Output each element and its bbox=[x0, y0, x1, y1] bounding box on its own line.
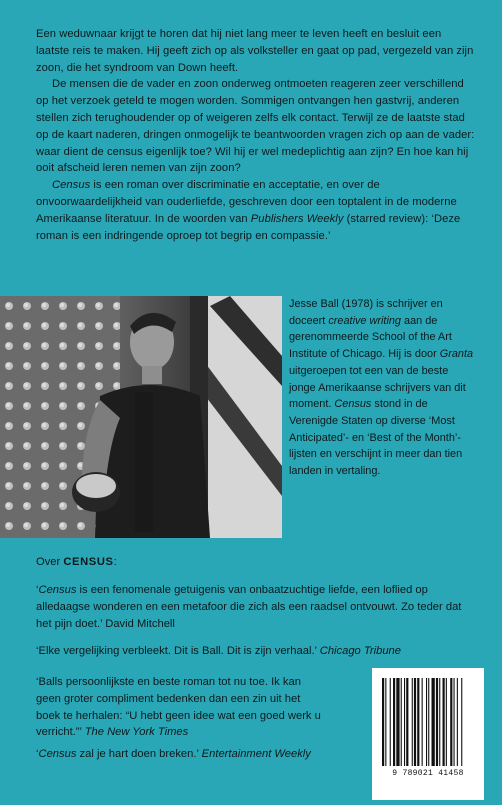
review-source: David Mitchell bbox=[105, 617, 175, 630]
barcode-bar bbox=[404, 678, 405, 766]
barcode-bar bbox=[422, 678, 423, 766]
barcode-bar bbox=[385, 678, 386, 766]
barcode-bar bbox=[439, 678, 440, 766]
barcode-bar bbox=[412, 678, 413, 766]
barcode-bar bbox=[426, 678, 427, 766]
reviews-heading: Over CENSUS: bbox=[36, 556, 117, 568]
author-photo bbox=[0, 296, 282, 538]
review-source: The New York Times bbox=[84, 726, 189, 739]
barcode-bar bbox=[390, 678, 391, 766]
reviews-heading-title: CENSUS bbox=[63, 556, 114, 568]
book-title-census: Census bbox=[52, 179, 91, 192]
barcode-bar bbox=[393, 678, 395, 766]
barcode-bar bbox=[414, 678, 416, 766]
review-source: Entertainment Weekly bbox=[201, 748, 311, 760]
barcode-bar bbox=[417, 678, 419, 766]
barcode-bar bbox=[382, 678, 384, 766]
blurb-paragraph-3: Census is een roman over discriminatie en acceptatie, en over de onvoorwaardelijkheid van ouderliefde, geschreven door een toptalent in de moderne Amerikaanse literatuur. In de woorden van Publishers Weekly (starred review): ‘Deze roman is een indringende oproep tot begrip en compassie.’ bbox=[36, 179, 461, 242]
review-quote: ‘Census is een fenomenale getuigenis van onbaatzuchtige liefde, een loflied op alledaagse wonderen en een metafoor die zich als een raadsel ontvouwt. Zo teder dat het pijn doet.’ David Mitchell bbox=[36, 584, 462, 630]
barcode-bar bbox=[446, 678, 447, 766]
back-cover-blurb bbox=[36, 26, 476, 244]
isbn-number: 9 789021 41458 bbox=[392, 769, 464, 778]
barcode-bar bbox=[401, 678, 402, 766]
author-photo-image bbox=[0, 296, 282, 538]
isbn-barcode bbox=[372, 668, 484, 800]
review-quote: ‘Elke vergelijking verbleekt. Dit is Ball. Dit is zijn verhaal.’ Chicago Tribune bbox=[36, 645, 401, 657]
review-quote: ‘Census zal je hart doen breken.’ Entertainment Weekly bbox=[36, 748, 311, 760]
author-bio-text: Jesse Ball (1978) is schrijver en doceert creative writing aan de gerenommeerde School of the Art Institute of Chicago. Hij is door Granta uitgeroepen tot een van de beste jonge Amerikaanse schrijvers van dit moment. Census stond in de Verenigde Staten op diverse ‘Most Anticipated’- en ‘Best of the Month’-lijsten en verschijnt in meer dan tien landen in vertaling. bbox=[289, 298, 474, 478]
blurb-paragraph-1: Een weduwnaar krijgt te horen dat hij niet lang meer te leven heeft en besluit een laatste reis te maken. Hij geeft zich op als volksteller en gaat op pad, vergezeld van zijn zoon, die het syndroom van Down heeft. bbox=[36, 28, 474, 74]
barcode-icon bbox=[372, 668, 484, 800]
barcode-bar bbox=[406, 678, 408, 766]
barcode-bar bbox=[461, 678, 462, 766]
barcode-bar bbox=[432, 678, 435, 766]
publishers-weekly: Publishers Weekly bbox=[250, 212, 344, 225]
barcode-bar bbox=[450, 678, 452, 766]
review-source: Chicago Tribune bbox=[319, 645, 401, 657]
review-quote: ‘Balls persoonlijkste en beste roman tot nu toe. Ik kan geen groter compliment bedenken dan een zin uit het boek te herhalen: “U hebt geen idee wat een goed werk u verricht.”’ The New York Times bbox=[36, 676, 321, 739]
author-bio bbox=[289, 296, 475, 480]
barcode-bar bbox=[396, 678, 399, 766]
barcode-bar bbox=[436, 678, 438, 766]
barcode-bar bbox=[454, 678, 455, 766]
barcode-bar bbox=[457, 678, 458, 766]
barcode-bar bbox=[443, 678, 445, 766]
blurb-paragraph-2: De mensen die de vader en zoon onderweg ontmoeten reageren zeer verschillend op het verzoek geteld te mogen worden. Sommigen ontvangen hen gastvrij, anderen stellen zich terughoudender op of weigeren zelfs elk contact. Terwijl ze de laatste stad op de kaart naderen, dringen onmogelijk te beantwoorden vragen zich op aan de vader: waar dient de census eigenlijk toe? Wil hij er wel medeplichtig aan zijn? En hoe kan hij ooit afscheid leren nemen van zijn zoon? bbox=[36, 78, 475, 175]
barcode-bar bbox=[428, 678, 429, 766]
